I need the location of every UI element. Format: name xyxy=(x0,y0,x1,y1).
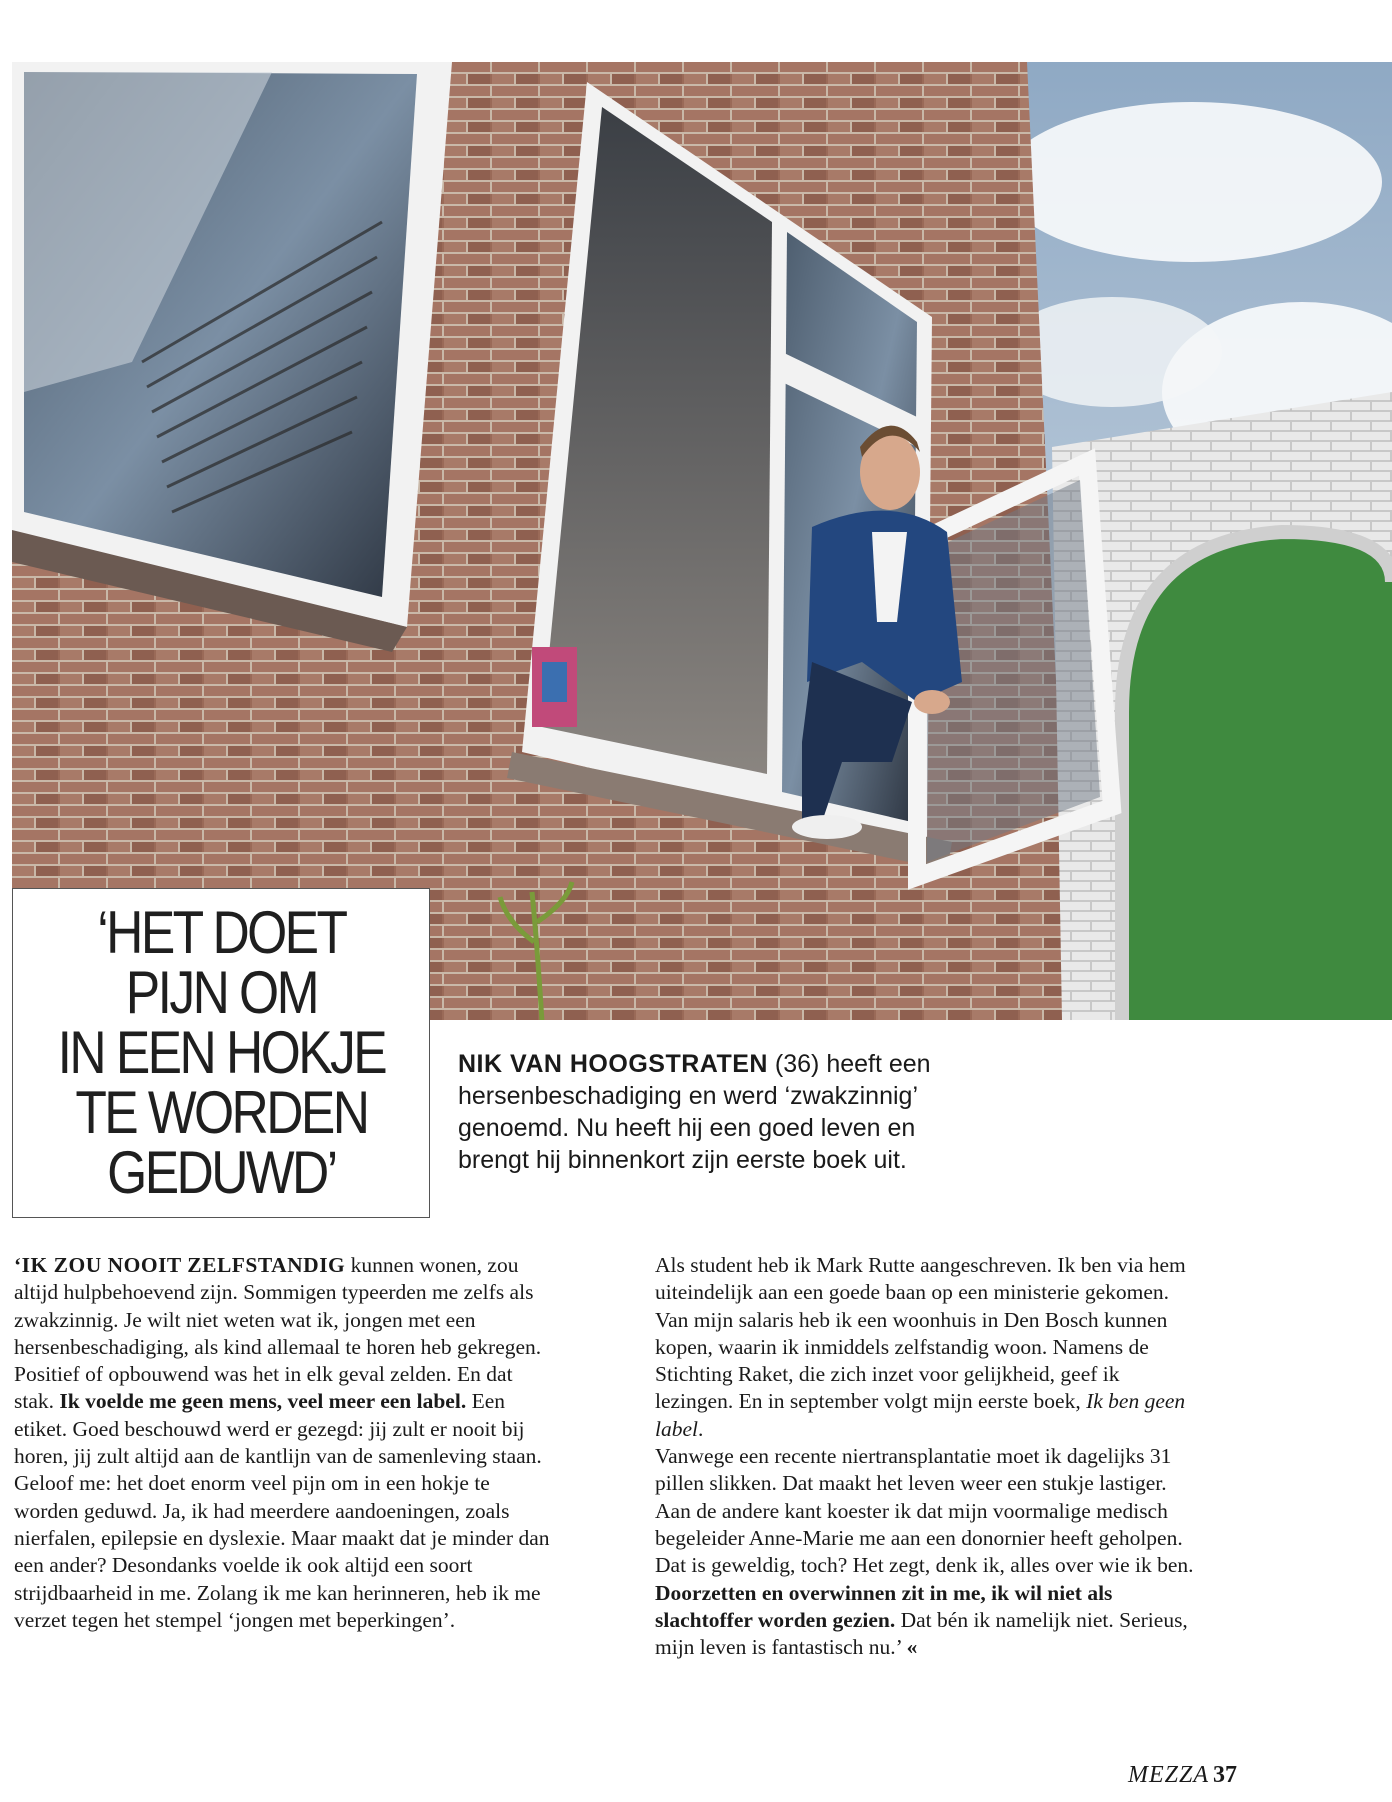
intro-text xyxy=(458,1048,958,1176)
emphasis: Ik voelde me geen mens, veel meer een label. xyxy=(59,1389,467,1414)
magazine-name: MEZZA xyxy=(1128,1762,1210,1788)
paragraph: Als student heb ik Mark Rutte aangeschreven. Ik ben via hem uiteindelijk aan een goede baan op een ministerie gekomen. Van mijn salaris heb ik een woonhuis in Den Bosch kunnen kopen, waarin ik inmiddels zelfstandig woon. Namens de Stichting Raket, die zich inzet voor gelijkheid, geef ik lezingen. En in september volgt mijn eerste boek, Ik ben geen label. xyxy=(655,1253,1186,1441)
paragraph: Vanwege een recente niertransplantatie moet ik dagelijks 31 pillen slikken. Dat maakt het leven weer een stukje lastiger. Aan de andere kant koester ik dat mijn voormalige medisch begeleider Anne-Marie me aan een donornier heeft geholpen. Dat is geweldig, toch? Het zegt, denk ik, alles over wie ik ben. Doorzetten en overwinnen zit in me, ik wil niet als slachtoffer worden gezien. Dat bén ik namelijk niet. Serieus, mijn leven is fantastisch nu.’ « xyxy=(655,1444,1194,1660)
paragraph: Geloof me: het doet enorm veel pijn om in een hokje te worden geduwd. Ja, ik had meerdere aandoeningen, zoals nierfalen, epilepsie en dyslexie. Maar maakt dat je minder dan een ander? Desondanks voelde ik ook altijd een soort strijdbaarheid in me. Zolang ik me kan herinneren, heb ik me verzet tegen het stempel ‘jongen met beperkingen’. xyxy=(14,1471,550,1632)
intro-line: NIK VAN HOOGSTRATEN (36) heeft een xyxy=(458,1050,931,1078)
headline-line: PIJN OM xyxy=(125,959,317,1026)
headline-line: ‘HET DOET xyxy=(96,899,346,966)
intro-line: hersenbeschadiging en werd ‘zwakzinnig’ xyxy=(458,1082,918,1110)
headline-line: TE WORDEN xyxy=(74,1079,368,1146)
subject-name: NIK VAN HOOGSTRATEN xyxy=(458,1050,768,1078)
page-footer xyxy=(1128,1762,1237,1789)
end-mark: « xyxy=(906,1635,918,1660)
cover-photo xyxy=(12,62,1392,1020)
paragraph: ‘IK ZOU NOOIT ZELFSTANDIG kunnen wonen, zou altijd hulpbehoevend zijn. Sommigen typeerden me zelfs als zwakzinnig. Je wilt niet weten wat ik, jongen met een hersenbeschadiging, als kind allemaal te horen heb gekregen. Positief of opbouwend was het in elk geval zelden. En dat stak. Ik voelde me geen mens, veel meer een label. Een etiket. Goed beschouwd werd er gezegd: jij zult er nooit bij horen, jij zult altijd aan de kantlijn van de samenleving staan. xyxy=(14,1253,542,1469)
headline-line: GEDUWD’ xyxy=(106,1139,336,1206)
lead-in: ‘IK ZOU NOOIT ZELFSTANDIG xyxy=(14,1253,346,1277)
emphasis: Doorzetten en overwinnen zit in me, ik wil niet als slachtoffer worden gezien. xyxy=(655,1580,1113,1632)
headline-line: IN EEN HOKJE xyxy=(57,1019,385,1086)
headline xyxy=(57,899,385,1206)
book-title: Ik ben geen label xyxy=(655,1389,1186,1441)
body-column-left xyxy=(14,1252,554,1634)
house-window-illustration xyxy=(12,62,1392,1020)
headline-box xyxy=(12,888,430,1218)
page-number: 37 xyxy=(1213,1762,1238,1788)
intro-line: brengt hij binnenkort zijn eerste boek uit. xyxy=(458,1146,907,1174)
intro-line: genoemd. Nu heeft hij een goed leven en xyxy=(458,1114,916,1142)
body-column-right xyxy=(655,1252,1195,1661)
